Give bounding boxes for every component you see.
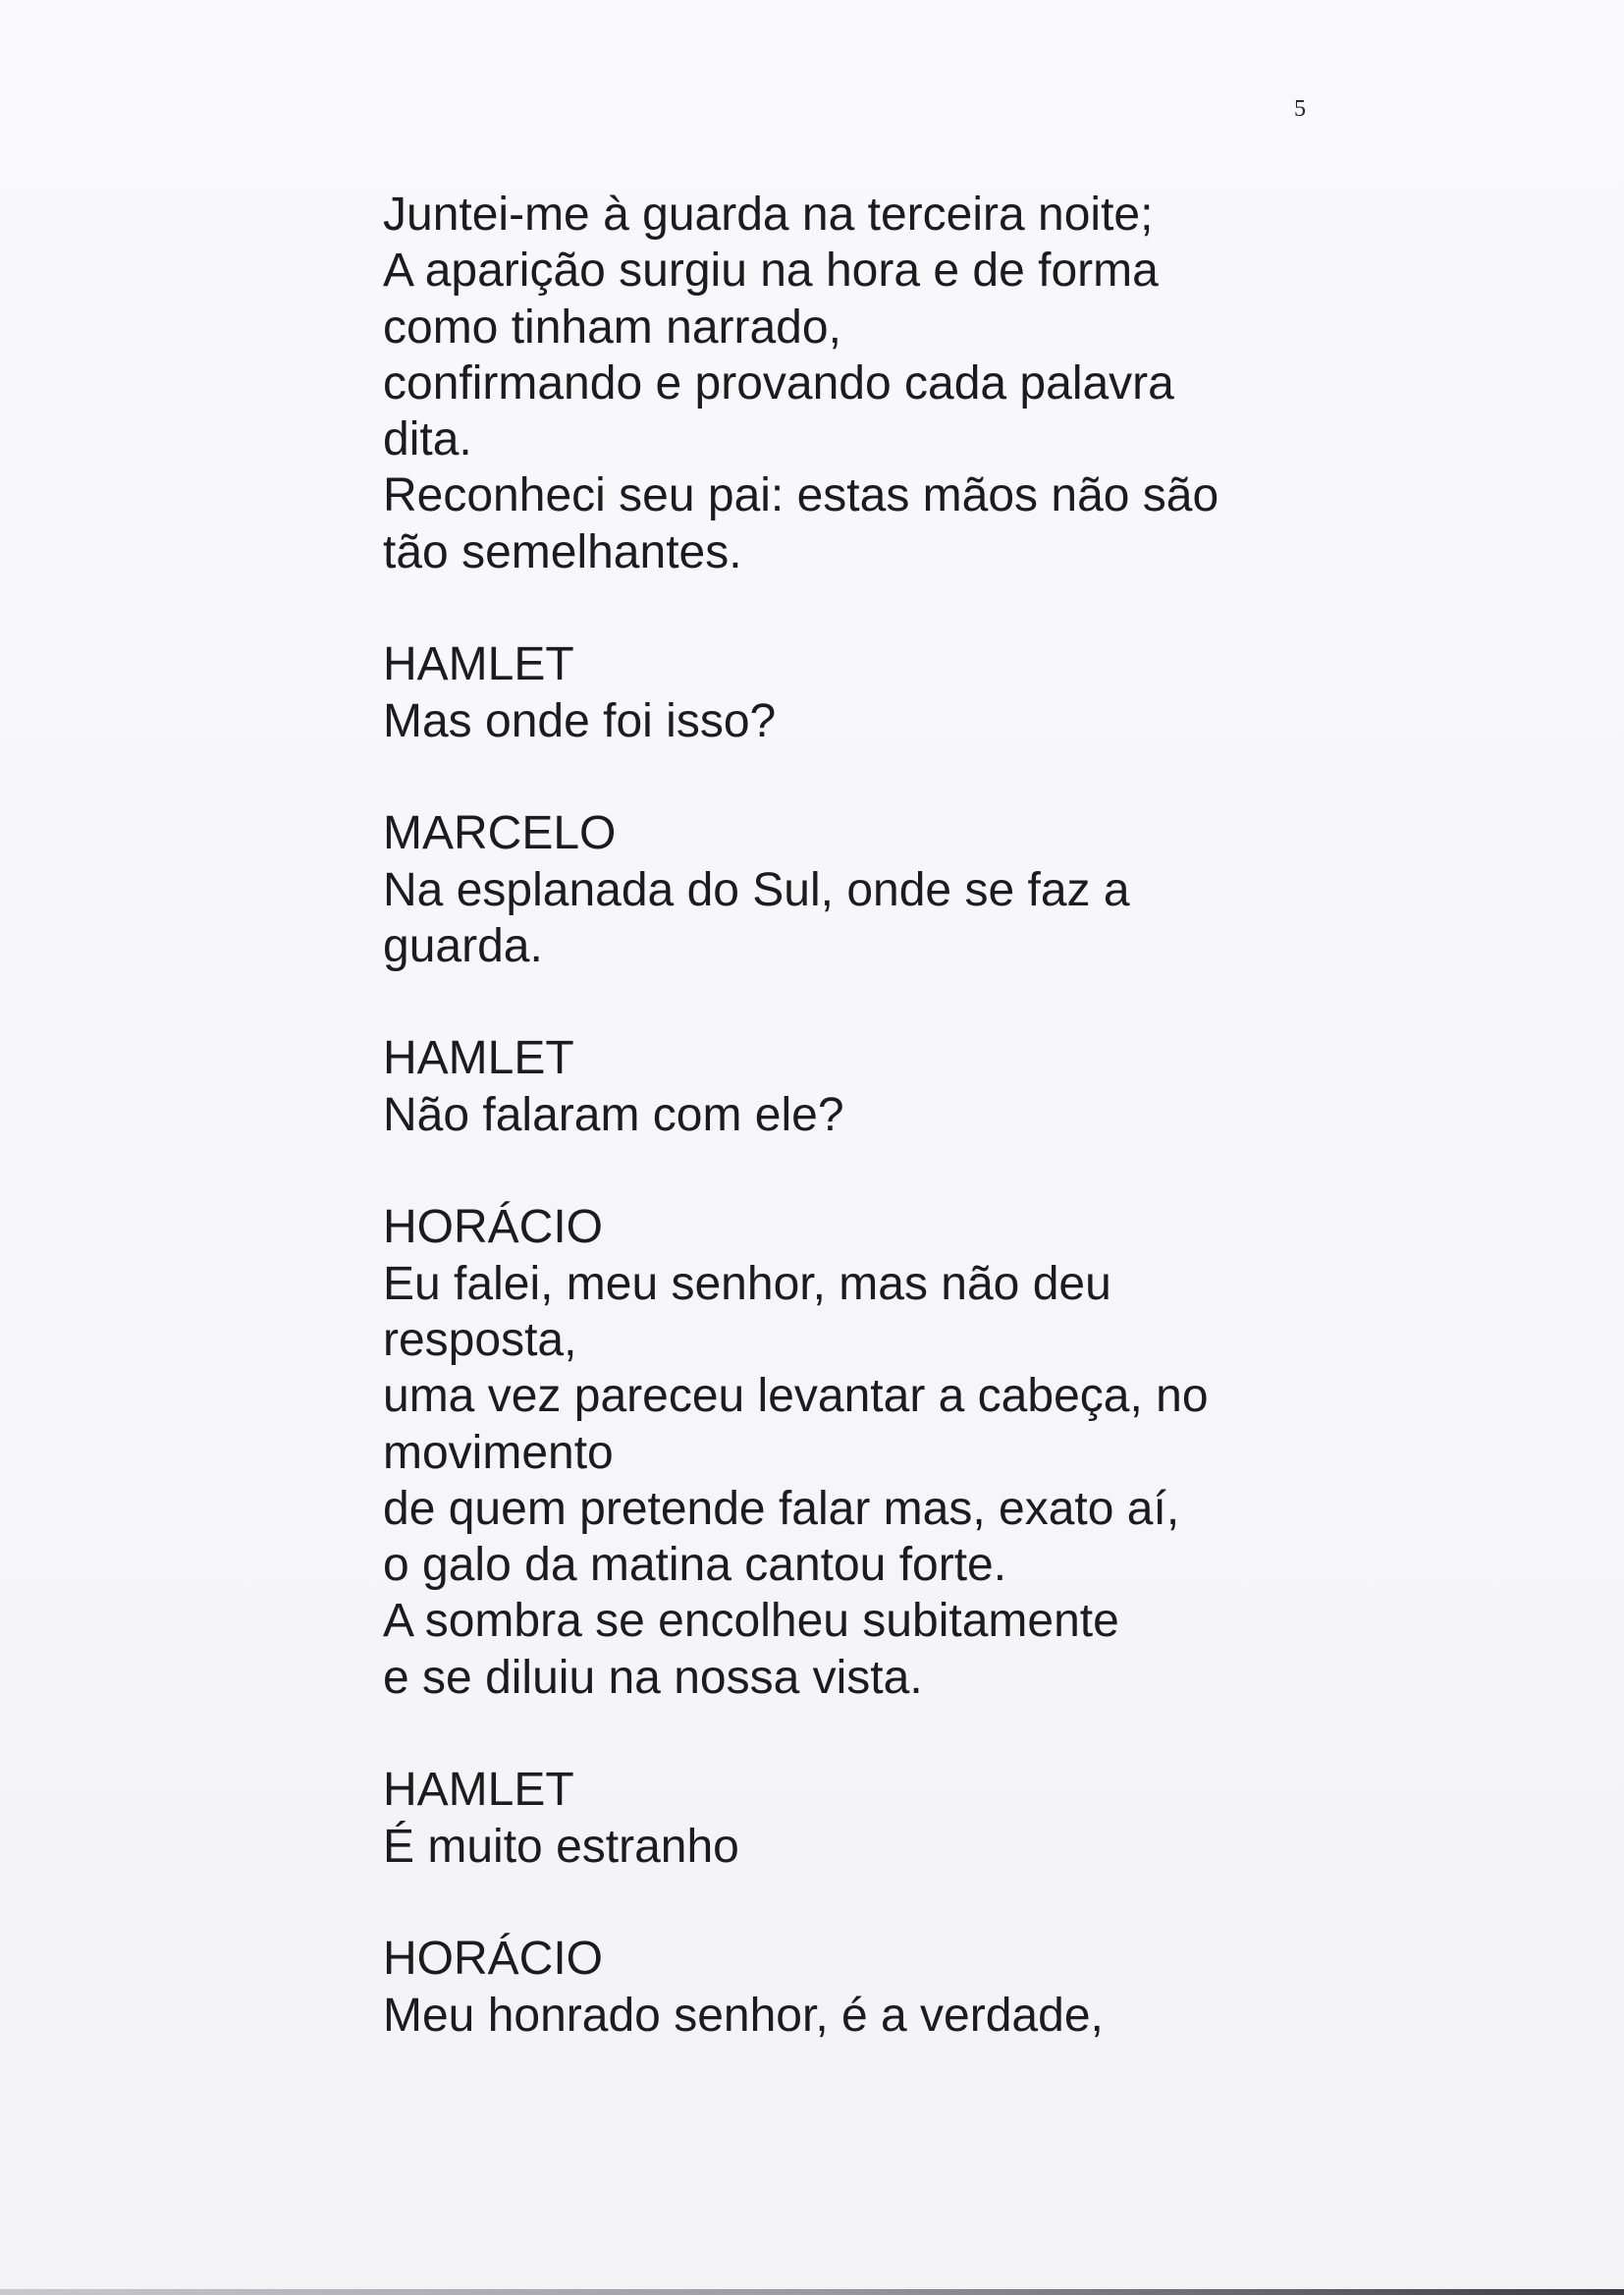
speech-block — [383, 1931, 1375, 2044]
text-line: Mas onde foi isso? — [383, 694, 777, 747]
text-line: dita. — [383, 413, 472, 466]
text-line: Juntei-me à guarda na terceira noite; — [383, 189, 1154, 241]
text-line: e se diluiu na nossa vista. — [383, 1651, 923, 1704]
text-line: Eu falei, meu senhor, mas não deu — [383, 1257, 1111, 1310]
text-line: Reconheci seu pai: estas mãos não são — [383, 469, 1219, 522]
speaker-name: HAMLET — [383, 1764, 574, 1817]
speech-block — [383, 636, 1375, 749]
speech-block — [383, 187, 1375, 580]
text-line: movimento — [383, 1426, 614, 1479]
text-line: Meu honrado senhor, é a verdade, — [383, 1989, 1104, 2042]
script-text — [383, 187, 1375, 2100]
speech-block — [383, 1199, 1375, 1706]
speaker-name: MARCELO — [383, 807, 617, 860]
speaker-name: HAMLET — [383, 638, 574, 691]
scan-edge — [0, 2289, 1624, 2295]
text-line: uma vez pareceu levantar a cabeça, no — [383, 1370, 1209, 1423]
text-line: A sombra se encolheu subitamente — [383, 1595, 1119, 1648]
speech-block — [383, 1030, 1375, 1143]
speaker-name: HORÁCIO — [383, 1201, 604, 1254]
speech-block — [383, 1762, 1375, 1875]
text-line: de quem pretende falar mas, exato aí, — [383, 1482, 1180, 1535]
text-line: tão semelhantes. — [383, 525, 742, 578]
speaker-name: HAMLET — [383, 1032, 574, 1085]
text-line: confirmando e provando cada palavra — [383, 356, 1174, 410]
text-line: guarda. — [383, 919, 543, 972]
speech-block — [383, 805, 1375, 974]
text-line: É muito estranho — [383, 1820, 739, 1873]
text-line: Na esplanada do Sul, onde se faz a — [383, 863, 1130, 916]
text-line: o galo da matina cantou forte. — [383, 1539, 1007, 1592]
speaker-name: HORÁCIO — [383, 1933, 604, 1986]
text-line: Não falaram com ele? — [383, 1088, 844, 1141]
page-number: 5 — [1294, 96, 1306, 122]
text-line: como tinham narrado, — [383, 301, 841, 354]
text-line: resposta, — [383, 1313, 577, 1366]
text-line: A aparição surgiu na hora e de forma — [383, 245, 1159, 298]
